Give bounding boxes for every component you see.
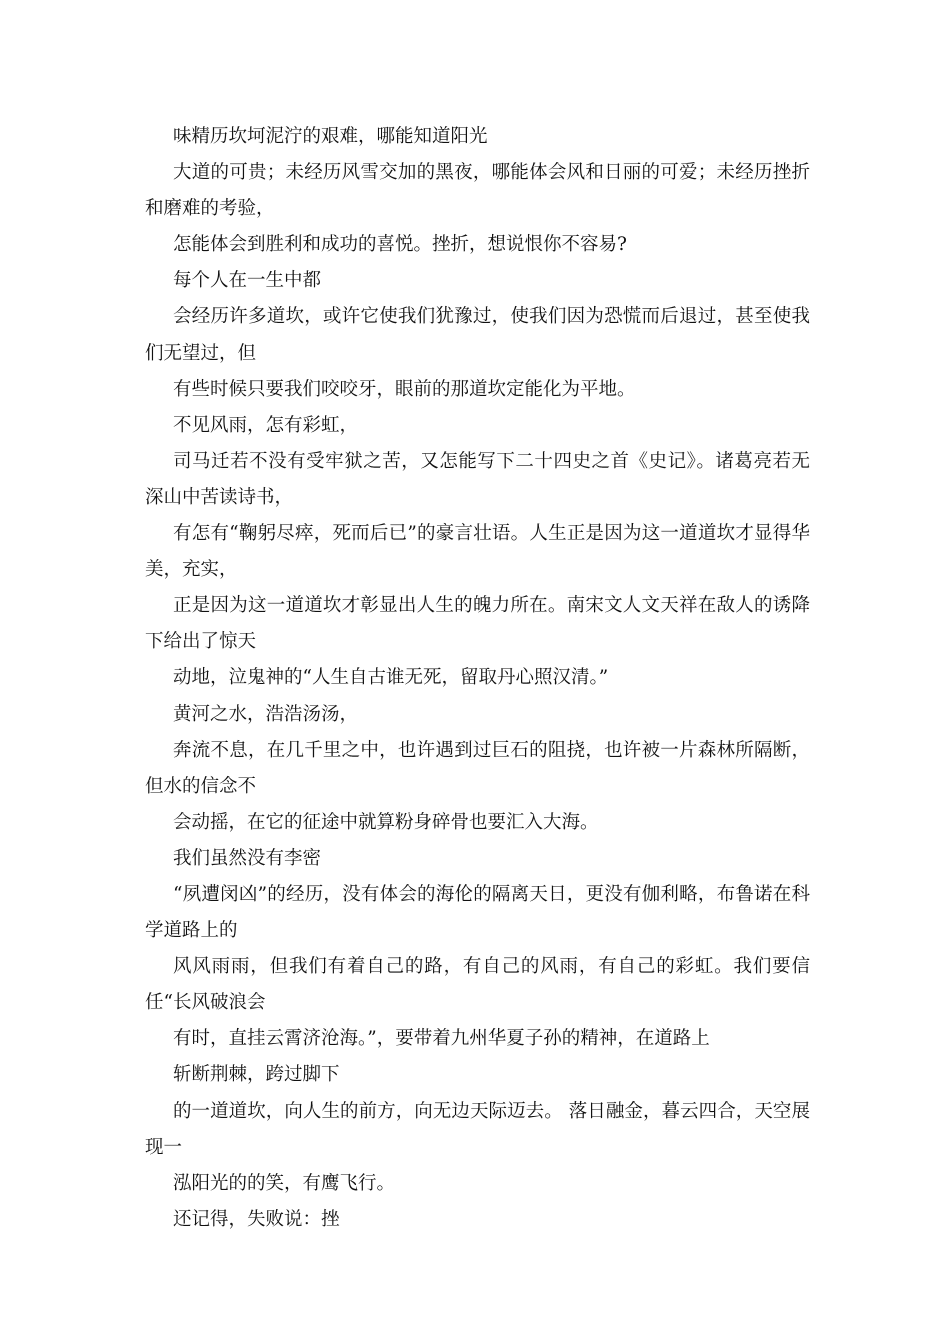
- paragraph-10: 正是因为这一道道坎才彰显出人生的魄力所在。南宋文人文天祥在敌人的诱降下给出了惊天: [145, 595, 810, 653]
- paragraph-20: 的一道道坎，向人生的前方，向无边天际迈去。 落日融金，暮云四合，天空展现一: [145, 1100, 810, 1158]
- paragraph-1: 味精历坎坷泥泞的艰难，哪能知道阳光: [173, 126, 488, 147]
- paragraph-22: 还记得，失败说：挫: [173, 1208, 340, 1230]
- paragraph-3: 怎能体会到胜利和成功的喜悦。挫折，想说恨你不容易?: [173, 234, 627, 256]
- paragraph-18: 有时，直挂云霄济沧海。”，要带着九州华夏子孙的精神，在道路上: [173, 1028, 710, 1050]
- paragraph-13: 奔流不息，在几千里之中，也许遇到过巨石的阻挠，也许被一片森林所隔断，但水的信念不: [145, 739, 810, 797]
- paragraph-12: 黄河之水，浩浩汤汤，: [173, 703, 359, 725]
- paragraph-6: 有些时候只要我们咬咬牙，眼前的那道坎定能化为平地。: [173, 378, 636, 400]
- paragraph-19: 斩断荆棘，跨过脚下: [173, 1064, 340, 1086]
- paragraph-7: 不见风雨，怎有彩虹，: [173, 414, 359, 436]
- paragraph-15: 我们虽然没有李密: [173, 847, 322, 869]
- paragraph-16: “夙遭闵凶”的经历，没有体会的海伦的隔离天日，更没有伽利略，布鲁诺在科学道路上的: [145, 883, 810, 942]
- paragraph-17: 风风雨雨，但我们有着自己的路，有自己的风雨，有自己的彩虹。我们要信任“长风破浪会: [145, 956, 810, 1014]
- paragraph-2: 大道的可贵；未经历风雪交加的黑夜，哪能体会风和日丽的可爱；未经历挫折和磨难的考验，: [145, 162, 810, 220]
- paragraph-5: 会经历许多道坎，或许它使我们犹豫过，使我们因为恐慌而后退过，甚至使我们无望过，但: [145, 306, 810, 364]
- document-body: [145, 119, 810, 1238]
- paragraph-4: 每个人在一生中都: [173, 270, 322, 292]
- paragraph-9: 有怎有“鞠躬尽瘁，死而后已”的豪言壮语。人生正是因为这一道道坎才显得华美，充实，: [145, 523, 810, 581]
- paragraph-8: 司马迁若不没有受牢狱之苦，又怎能写下二十四史之首《史记》。诸葛亮若无深山中苦读诗书，: [145, 450, 810, 508]
- paragraph-21: 泓阳光的的笑，有鹰飞行。: [173, 1172, 396, 1194]
- paragraph-11: 动地，泣鬼神的“人生自古谁无死，留取丹心照汉清。”: [173, 667, 609, 689]
- paragraph-14: 会动摇，在它的征途中就算粉身碎骨也要汇入大海。: [173, 811, 599, 833]
